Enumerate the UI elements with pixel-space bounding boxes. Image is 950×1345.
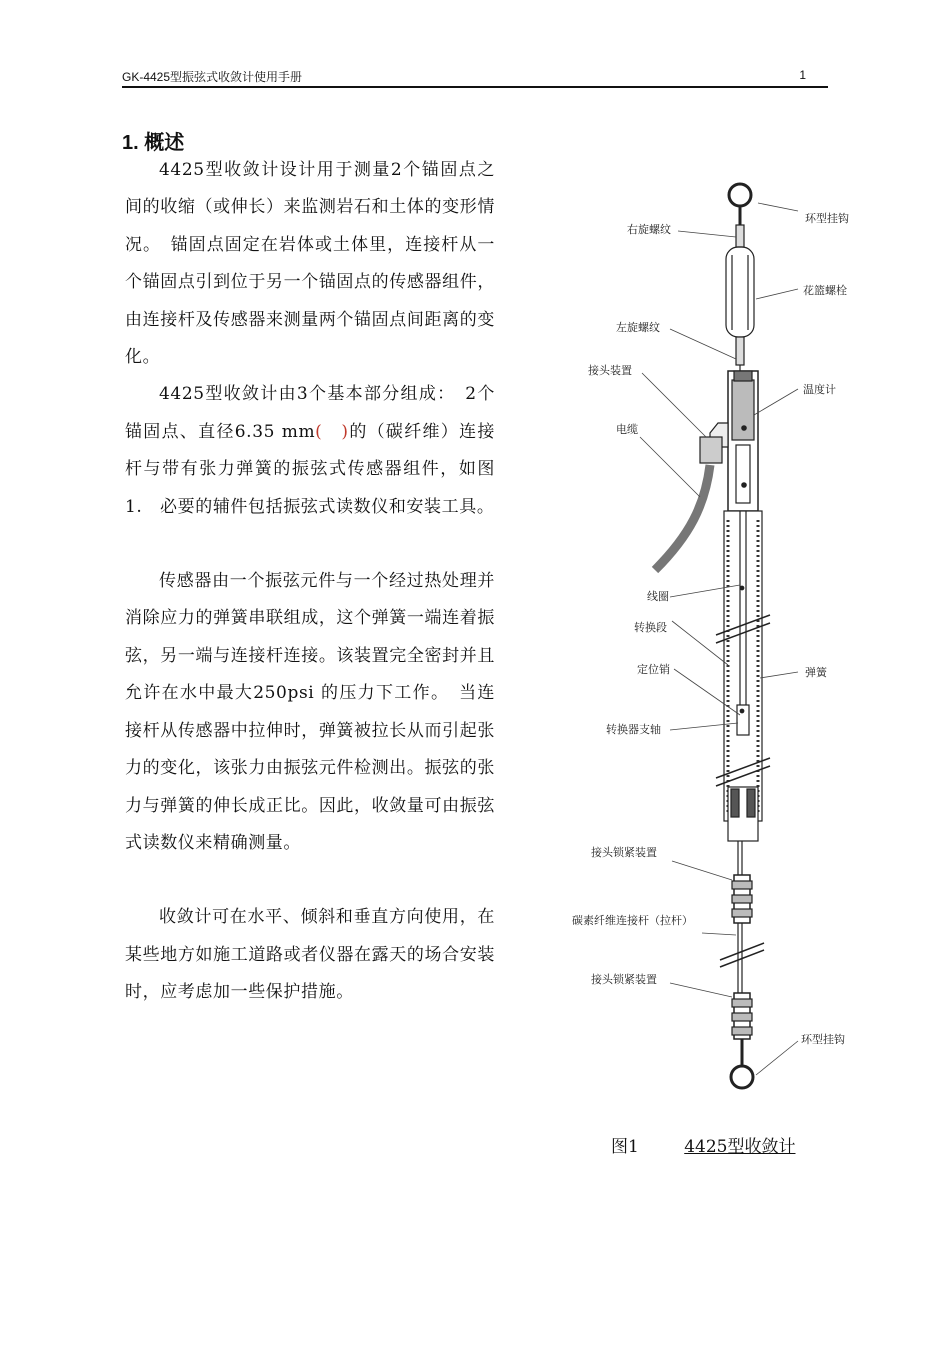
label-converter-shaft: 转换器支轴 [606,723,661,736]
label-connector: 接头装置 [588,364,632,377]
lock-device-1 [732,875,752,923]
connector-elbow [700,423,728,463]
turnbuckle [726,247,754,337]
lower-socket [728,787,758,841]
leader-lines [640,203,798,1075]
spring-tube [724,511,762,821]
page-number: 1 [799,68,806,82]
figure-labels [572,211,849,1046]
body-text [125,152,513,1012]
label-locating-pin: 定位销 [637,663,670,676]
label-thermometer: 温度计 [803,383,836,396]
red-paren: ( ) [315,421,349,442]
ring-hook-bottom [731,1039,753,1088]
label-right-thread: 右旋螺纹 [627,223,671,236]
paragraph: 4425型收敛计设计用于测量2个锚固点之间的收缩（或伸长）来监测岩石和土体的变形情况。 锚固点固定在岩体或土体里，连接杆从一个锚固点引到位于另一个锚固点的传感器组件，由连接杆及传感器来测量两个锚固点间距离的变化。 [125,160,495,368]
cable [655,465,710,570]
ring-hook-top [729,184,751,225]
label-spring: 弹簧 [805,666,827,679]
sensor-housing [728,371,758,511]
label-carbon-rod: 碳素纤维连接杆（拉杆） [572,914,693,927]
header-title: GK-4425型振弦式收敛计使用手册 [122,70,303,84]
lock-device-2 [732,993,752,1039]
label-lock-1: 接头锁紧装置 [591,846,657,859]
label-left-thread: 左旋螺纹 [616,321,660,334]
section-title: 1. 概述 [122,132,185,154]
label-cable: 电缆 [616,423,638,436]
page-header [122,66,828,88]
left-thread [736,337,744,365]
label-lock-2: 接头锁紧装置 [591,973,657,986]
label-ring-hook-top: 环型挂钩 [805,212,849,225]
label-ring-hook-bottom: 环型挂钩 [801,1033,845,1046]
convergence-meter-diagram [560,175,900,1110]
paragraph: 收敛计可在水平、倾斜和垂直方向使用，在某些地方如施工道路或者仪器在露天的场合安装时，应考虑加一些保护措施。 [125,907,495,1003]
caption-number: 图1 [611,1137,639,1157]
paragraph: 传感器由一个振弦元件与一个经过热处理并消除应力的弹簧串联组成，这个弹簧一端连着振弦，另一端与连接杆连接。该装置完全密封并且允许在水中最大250psi 的压力下工作。 当连接杆从传感器中拉伸时，弹簧被拉长从而引起张力的变化，该张力由振弦元件检测出。振弦的张力与弹簧的伸长成正比。因此，收敛量可由振弦式读数仪来精确测量。 [125,571,495,853]
paragraph: 4425型收敛计由3个基本部分组成： 2个锚固点、直径6.35 mm( )的（碳纤维）连接杆与带有张力弹簧的振弦式传感器组件，如图 1. 必要的辅件包括振弦式读数仪和安装工具。 [125,384,513,517]
right-thread [736,225,744,247]
caption-text: 4425型收敛计 [684,1137,796,1157]
label-turnbuckle: 花篮螺栓 [803,284,847,297]
label-transition: 转换段 [634,621,667,634]
figure-caption [611,1132,796,1157]
label-coil: 线圈 [647,590,669,603]
